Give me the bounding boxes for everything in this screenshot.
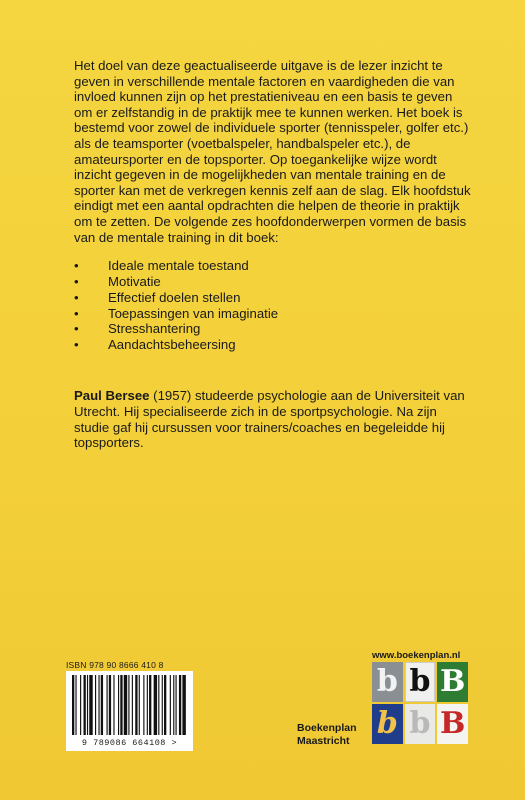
barcode-bar: [98, 675, 99, 735]
barcode-bar: [164, 675, 166, 735]
barcode-bar: [118, 675, 119, 735]
barcode-bar: [101, 675, 103, 735]
author-name: Paul Bersee: [74, 388, 150, 403]
author-bio-text: (1957) studeerde psychologie aan de Universiteit van Utrecht. Hij specialiseerde zich in de sportpsychologie. Na zijn studie gaf hij cursussen voor trainers/coaches en begeleidde hij topsporters.: [74, 388, 465, 451]
author-bio: [74, 388, 474, 451]
barcode-bar: [107, 675, 108, 735]
barcode-bar: [87, 675, 88, 735]
barcode-bar: [182, 675, 185, 735]
barcode-bar: [176, 675, 177, 735]
logo-tile: b: [405, 704, 436, 744]
barcode-bar: [124, 675, 127, 735]
logo-tile: B: [437, 662, 468, 702]
barcode-bar: [113, 675, 114, 735]
barcode-bar: [72, 675, 74, 735]
barcode-bar: [158, 675, 159, 735]
barcode-bar: [135, 675, 137, 735]
blurb: [74, 58, 474, 353]
barcode-bar: [162, 675, 163, 735]
publisher-url: www.boekenplan.nl: [372, 650, 461, 661]
logo-tile: b: [372, 704, 403, 744]
topic-item: • Motivatie: [74, 274, 474, 290]
publisher-logo: [372, 662, 468, 744]
blurb-paragraph: Het doel van deze geactualiseerde uitgave is de lezer inzicht te geven in verschillende mentale factoren en vaardigheden die van invloed kunnen zijn op het prestatieniveau en een basis te geven om er zelfstandig in de praktijk mee te kunnen werken. Het boek is bestemd voor zowel de individuele sporter (tennisspeler, golfer etc.) als de teamsporter (voetbalspeler, handbalspeler etc.), de amateursporter en de topsporter. Op toegankelijke wijze wordt inzicht gegeven in de mogelijkheden van mentale training en de sporter kan met de verkregen kennis zelf aan de slag. Elk hoofdstuk eindigt met een aantal opdrachten die helpen de theorie in praktijk om te zetten. De volgende zes hoofdonderwerpen vormen de basis van de mentale training in dit boek:: [74, 58, 471, 245]
barcode-bar: [170, 675, 171, 735]
topic-item: • Effectief doelen stellen: [74, 290, 474, 306]
barcode-bar: [139, 675, 140, 735]
barcode-bar: [143, 675, 144, 735]
isbn-label: ISBN 978 90 8666 410 8: [66, 660, 164, 670]
barcode-bar: [149, 675, 151, 735]
publisher-name: [297, 722, 357, 748]
topic-item: • Toepassingen van imaginatie: [74, 306, 474, 322]
barcode-bar: [109, 675, 111, 735]
logo-tile: b: [372, 662, 403, 702]
topic-item: • Stresshantering: [74, 321, 474, 337]
barcode-bar: [120, 675, 122, 735]
barcode-bar: [84, 675, 86, 735]
barcode-bar: [95, 675, 96, 735]
barcode-digits: 9 789086 664108 >: [66, 738, 193, 748]
barcode-bars: [66, 671, 193, 737]
barcode-bar: [75, 675, 76, 735]
barcode-bar: [173, 675, 174, 735]
publisher-name-line1: Boekenplan: [297, 722, 357, 734]
barcode-bar: [132, 675, 133, 735]
barcode-bar: [89, 675, 92, 735]
topic-item: • Aandachtsbeheersing: [74, 337, 474, 353]
barcode-bar: [179, 675, 181, 735]
topic-item: • Ideale mentale toestand: [74, 258, 474, 274]
barcode-bar: [147, 675, 148, 735]
barcode-bar: [128, 675, 129, 735]
logo-tile: b: [405, 662, 436, 702]
publisher-name-line2: Maastricht: [297, 735, 350, 747]
barcode-bar: [154, 675, 157, 735]
logo-tile: B: [437, 704, 468, 744]
barcode-bar: [80, 675, 81, 735]
topic-list: [74, 258, 474, 353]
